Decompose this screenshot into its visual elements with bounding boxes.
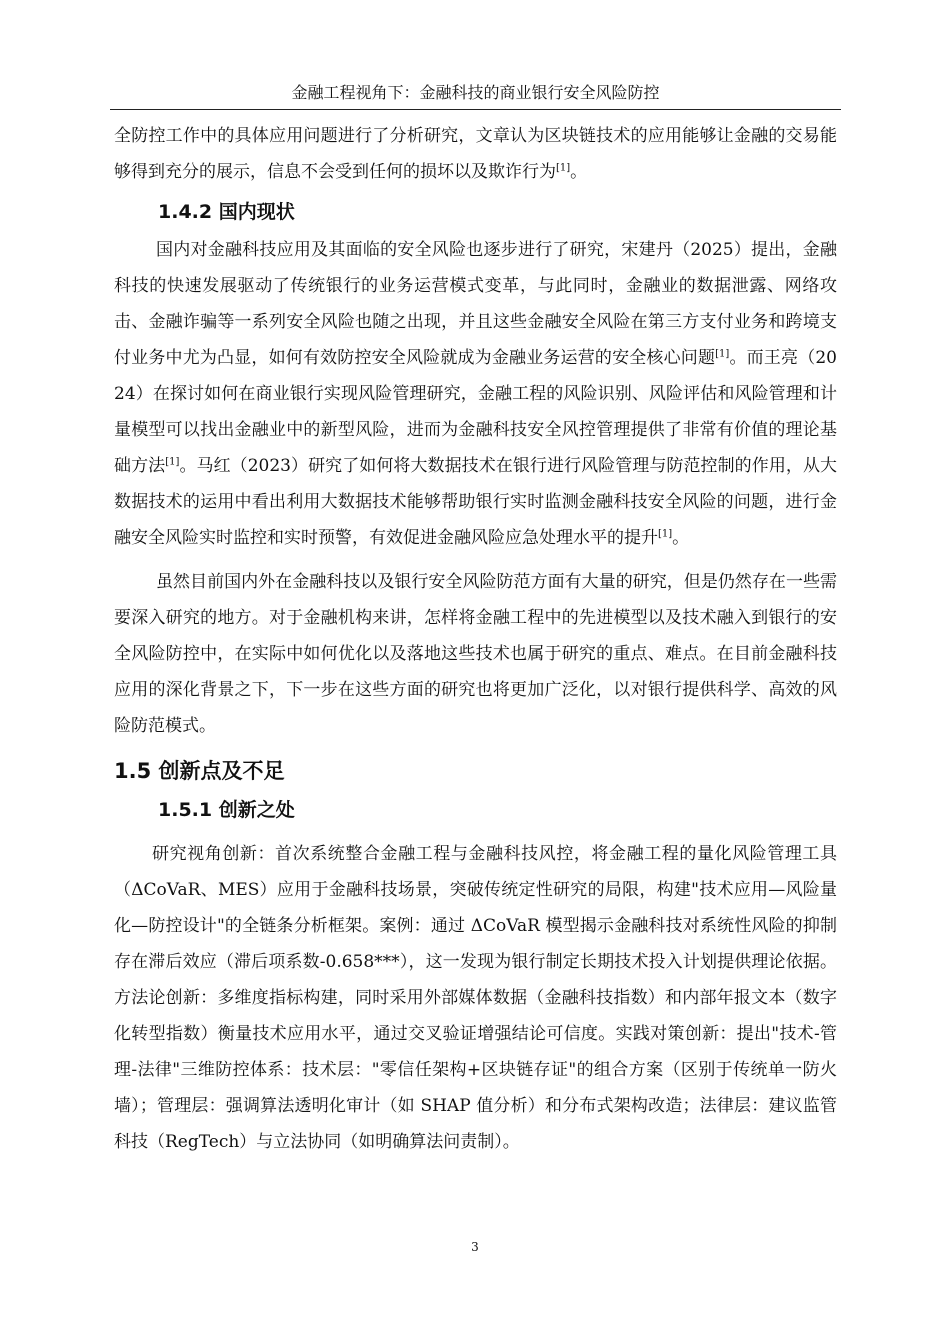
- page-body: [114, 118, 837, 1160]
- section-heading-1-5-1: 1.5.1 创新之处: [158, 799, 295, 821]
- paragraph-summary: 虽然目前国内外在金融科技以及银行安全风险防范方面有大量的研究，但是仍然存在一些需要深入研究的地方。对于金融机构来讲，怎样将金融工程中的先进模型以及技术融入到银行的安全风险防控中，在实际中如何优化以及落地这些技术也属于研究的重点、难点。在目前金融科技应用的深化背景之下，下一步在这些方面的研究也将更加广泛化，以对银行提供科学、高效的风险防范模式。: [114, 572, 837, 736]
- paragraph-text: 国内对金融科技应用及其面临的安全风险也逐步进行了研究，宋建丹（2025）提出，金融科技的快速发展驱动了传统银行的业务运营模式变革，与此同时，金融业的数据泄露、网络攻击、金融诈骗等一系列安全风险也随之出现，并且这些金融安全风险在第三方支付业务和跨境支付业务中尤为凸显，如何有效防控安全风险就成为金融业务运营的安全核心问题: [114, 240, 837, 368]
- citation-ref: [1]: [165, 456, 180, 468]
- header-rule: [110, 109, 841, 110]
- page-number: 3: [471, 1240, 479, 1254]
- paragraph-innovation: 研究视角创新：首次系统整合金融工程与金融科技风控，将金融工程的量化风险管理工具（ΔCoVaR、MES）应用于金融科技场景，突破传统定性研究的局限，构建"技术应用—风险量化—防控设计"的全链条分析框架。案例：通过 ΔCoVaR 模型揭示金融科技对系统性风险的抑制存在滞后效应（滞后项系数-0.658***），这一发现为银行制定长期技术投入计划提供理论依据。方法论创新：多维度指标构建，同时采用外部媒体数据（金融科技指数）和内部年报文本（数字化转型指数）衡量技术应用水平，通过交叉验证增强结论可信度。实践对策创新：提出"技术-管理-法律"三维防控体系：技术层："零信任架构+区块链存证"的组合方案（区别于传统单一防火墙）；管理层：强调算法透明化审计（如 SHAP 值分析）和分布式架构改造；法律层：建议监管科技（RegTech）与立法协同（如明确算法问责制）。: [114, 844, 837, 1152]
- paragraph-text: 。而王亮（2024）在探讨如何在商业银行实现风险管理研究，金融工程的风险识别、风险评估和风险管理和计量模型可以找出金融业中的新型风险，进而为金融科技安全风控管理提供了非常有价值的理论基础方法: [114, 348, 837, 476]
- running-header: 金融工程视角下：金融科技的商业银行安全风险防控: [291, 83, 660, 102]
- citation-ref: [1]: [658, 528, 673, 540]
- paragraph-domestic-status: [114, 232, 837, 556]
- section-heading-1-4-2: 1.4.2 国内现状: [158, 201, 295, 223]
- paragraph-continued: [114, 118, 837, 190]
- paragraph-text: 全防控工作中的具体应用问题进行了分析研究，文章认为区块链技术的应用能够让金融的交易能够得到充分的展示，信息不会受到任何的损坏以及欺诈行为: [114, 126, 837, 182]
- paragraph-end: 。: [570, 162, 588, 182]
- citation-ref: [1]: [715, 348, 730, 360]
- citation-ref: [1]: [556, 162, 571, 174]
- section-heading-1-5: 1.5 创新点及不足: [114, 759, 285, 783]
- paragraph-end: 。: [672, 528, 690, 548]
- paragraph-text: 。马红（2023）研究了如何将大数据技术在银行进行风险管理与防范控制的作用，从大数据技术的运用中看出利用大数据技术能够帮助银行实时监测金融科技安全风险的问题，进行金融安全风险实时监控和实时预警，有效促进金融风险应急处理水平的提升: [114, 456, 838, 548]
